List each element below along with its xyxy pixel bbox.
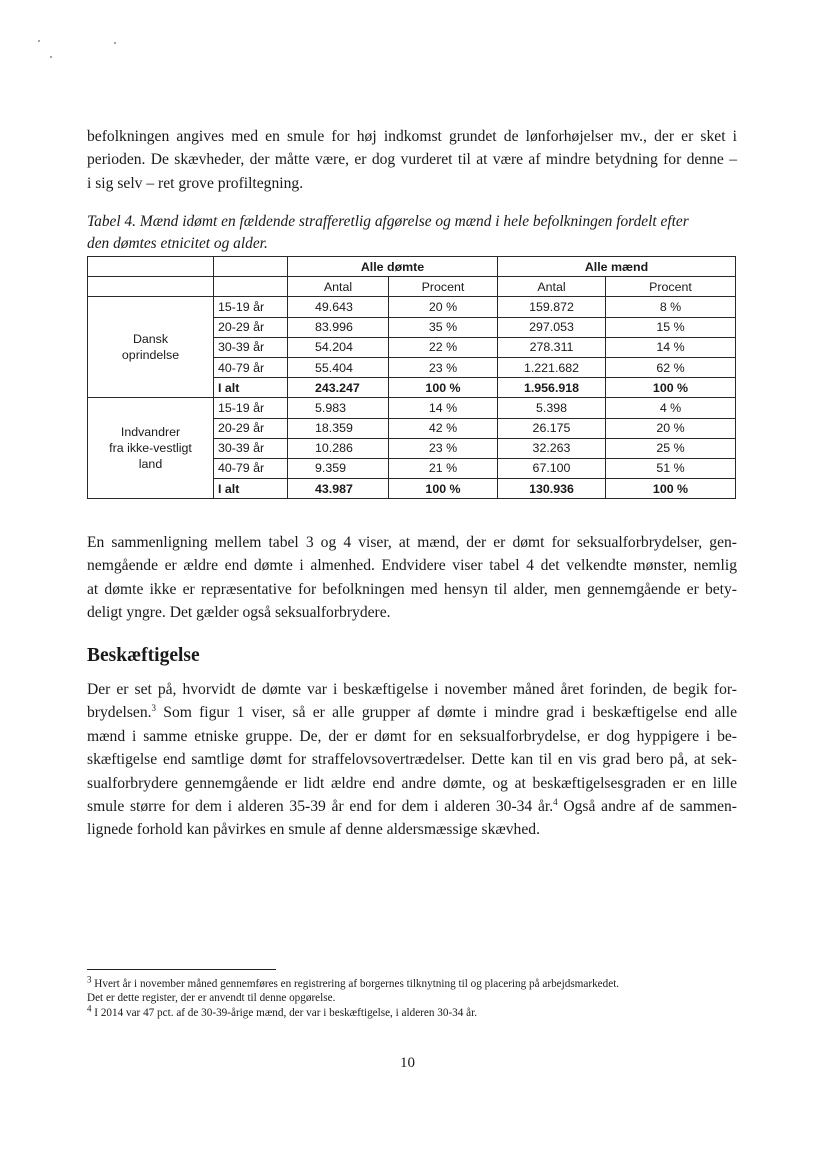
- maend-procent-cell: 15 %: [606, 317, 736, 337]
- age-cell: 40-79 år: [214, 357, 288, 377]
- intro-paragraph: [87, 125, 737, 195]
- maend-procent-cell: 25 %: [606, 438, 736, 458]
- header-alle-domte: Alle dømte: [288, 257, 498, 277]
- table-row: [88, 297, 736, 317]
- footnote-marker: 4: [87, 1002, 92, 1013]
- employment-paragraph: [87, 678, 737, 842]
- domte-antal-cell: 10.286: [288, 438, 389, 458]
- paragraph-line: mænd i samme etniske gruppe. De, der er dømt for en seksualforbrydelse, er dog hyppigere i be-: [87, 727, 737, 745]
- table-sub-header-row: [88, 277, 736, 297]
- subheader-antal: Antal: [498, 277, 606, 297]
- domte-procent-cell: 100 %: [389, 479, 498, 499]
- maend-antal-cell: 130.936: [498, 479, 606, 499]
- domte-procent-cell: 20 %: [389, 297, 498, 317]
- scan-speck: [114, 42, 116, 44]
- domte-antal-cell: 49.643: [288, 297, 389, 317]
- maend-procent-cell: 100 %: [606, 479, 736, 499]
- domte-procent-cell: 100 %: [389, 378, 498, 398]
- subheader-procent: Procent: [389, 277, 498, 297]
- maend-antal-cell: 1.221.682: [498, 357, 606, 377]
- group-label-line: fra ikke-vestligt: [109, 441, 192, 456]
- table-group-header-row: [88, 257, 736, 277]
- paragraph-line: lignede forhold kan påvirkes en smule af denne aldersmæssige skævhed.: [87, 821, 540, 839]
- paragraph-line: befolkningen angives med en smule for høj indkomst grundet de lønforhøjelser mv., der er sket i: [87, 128, 737, 145]
- domte-antal-cell: 43.987: [288, 479, 389, 499]
- domte-antal-cell: 83.996: [288, 317, 389, 337]
- subheader-procent: Procent: [606, 277, 736, 297]
- paragraph-line: deligt yngre. Det gælder også seksualforbrydere.: [87, 604, 391, 622]
- maend-procent-cell: 100 %: [606, 378, 736, 398]
- group-label-line: Dansk: [132, 332, 169, 347]
- maend-antal-cell: 278.311: [498, 337, 606, 357]
- paragraph-text: brydelsen.: [87, 704, 152, 722]
- footnote-divider: [87, 969, 276, 970]
- group-label-line: land: [138, 457, 163, 472]
- maend-antal-cell: 1.956.918: [498, 378, 606, 398]
- maend-antal-cell: 297.053: [498, 317, 606, 337]
- maend-procent-cell: 14 %: [606, 337, 736, 357]
- domte-antal-cell: 5.983: [288, 398, 389, 418]
- age-cell: 30-39 år: [214, 438, 288, 458]
- paragraph-line: at dømte ikke er repræsentative for befolkningen med hensyn til alder, men gennemgående er bety-: [87, 580, 737, 598]
- age-cell: 30-39 år: [214, 337, 288, 357]
- group-label-indvandrer: [88, 398, 214, 499]
- page-number: 10: [400, 1055, 415, 1071]
- age-cell: 20-29 år: [214, 418, 288, 438]
- footnotes: [87, 974, 747, 1020]
- maend-procent-cell: 20 %: [606, 418, 736, 438]
- maend-antal-cell: 159.872: [498, 297, 606, 317]
- domte-procent-cell: 35 %: [389, 317, 498, 337]
- domte-procent-cell: 22 %: [389, 337, 498, 357]
- maend-procent-cell: 4 %: [606, 398, 736, 418]
- paragraph-line: En sammenligning mellem tabel 3 og 4 viser, at mænd, der er dømt for seksualforbrydelser, gen-: [87, 534, 737, 551]
- domte-procent-cell: 23 %: [389, 357, 498, 377]
- maend-antal-cell: 32.263: [498, 438, 606, 458]
- domte-procent-cell: 23 %: [389, 438, 498, 458]
- maend-antal-cell: 26.175: [498, 418, 606, 438]
- paragraph-line: sualforbrydere gennemgående er lidt ældre end andre dømte, og at beskæftigelsesgraden er en lille: [87, 774, 737, 792]
- footnote-ref-4[interactable]: 4: [553, 796, 558, 807]
- domte-antal-cell: 55.404: [288, 357, 389, 377]
- age-cell: I alt: [214, 479, 288, 499]
- age-cell: 20-29 år: [214, 317, 288, 337]
- scan-speck: [50, 56, 52, 58]
- paragraph-text: smule større for dem i alderen 35-39 år end for dem i alderen 30-34 år.: [87, 798, 554, 816]
- paragraph-text: Også andre af de sammen-: [557, 798, 737, 816]
- footnote-marker: 3: [87, 974, 92, 985]
- table-row: [88, 398, 736, 418]
- footnote-text: Det er dette register, der er anvendt til denne opgørelse.: [87, 992, 336, 1005]
- section-heading: Beskæftigelse: [87, 645, 200, 666]
- table-caption: [87, 211, 737, 255]
- subheader-antal: Antal: [288, 277, 389, 297]
- domte-antal-cell: 243.247: [288, 378, 389, 398]
- domte-procent-cell: 14 %: [389, 398, 498, 418]
- group-label-line: Indvandrer: [120, 425, 181, 440]
- header-alle-maend: Alle mænd: [498, 257, 736, 277]
- maend-antal-cell: 5.398: [498, 398, 606, 418]
- domte-antal-cell: 18.359: [288, 418, 389, 438]
- domte-procent-cell: 42 %: [389, 418, 498, 438]
- group-label-dansk: [88, 297, 214, 398]
- paragraph-line: nemgående er ældre end dømte i almenhed. Endvidere viser tabel 4 det velkendte mønster, nemlig: [87, 557, 737, 575]
- paragraph-line: Der er set på, hvorvidt de dømte var i beskæftigelse i november måned året forinden, de begik for-: [87, 681, 737, 698]
- footnote-4: [87, 1002, 747, 1020]
- maend-procent-cell: 62 %: [606, 357, 736, 377]
- age-cell: 40-79 år: [214, 458, 288, 478]
- group-label-line: oprindelse: [121, 348, 180, 363]
- maend-procent-cell: 51 %: [606, 458, 736, 478]
- domte-procent-cell: 21 %: [389, 458, 498, 478]
- table-corner-cell: [214, 257, 288, 277]
- paragraph-line: i sig selv – ret grove profiltegning.: [87, 174, 304, 192]
- footnote-text: I 2014 var 47 pct. af de 30-39-årige mænd, der var i beskæftigelse, i alderen 30-34 år.: [94, 1006, 478, 1019]
- age-cell: I alt: [214, 378, 288, 398]
- caption-line: den dømtes etnicitet og alder.: [87, 235, 268, 252]
- paragraph-text: Som figur 1 viser, så er alle grupper af dømte i mindre grad i beskæftigelse end alle: [156, 704, 737, 722]
- footnote-text: Hvert år i november måned gennemføres en registrering af borgernes tilknytning til og placering på arbejdsmarkedet.: [94, 978, 620, 990]
- paragraph-line: [87, 795, 737, 818]
- comparison-paragraph: [87, 531, 737, 625]
- maend-antal-cell: 67.100: [498, 458, 606, 478]
- domte-antal-cell: 9.359: [288, 458, 389, 478]
- maend-procent-cell: 8 %: [606, 297, 736, 317]
- age-cell: 15-19 år: [214, 398, 288, 418]
- paragraph-line: skæftigelse end samtlige dømt for straffelovsovertrædelser. Dette kan til en vis grad bero på, at sek-: [87, 751, 737, 769]
- table-corner-cell: [88, 257, 214, 277]
- domte-antal-cell: 54.204: [288, 337, 389, 357]
- scan-speck: [38, 40, 40, 42]
- footnote-ref-3[interactable]: 3: [151, 703, 157, 714]
- caption-line: Tabel 4. Mænd idømt en fældende strafferetlig afgørelse og mænd i hele befolkningen fordelt efter: [87, 213, 689, 230]
- paragraph-line: perioden. De skævheder, der måtte være, er dog vurderet til at være af mindre betydning for denne –: [87, 151, 737, 169]
- footnote-3: [87, 974, 747, 1006]
- table-corner-cell: [88, 277, 214, 297]
- statistics-table: [87, 256, 736, 499]
- age-cell: 15-19 år: [214, 297, 288, 317]
- paragraph-line: [87, 701, 737, 724]
- table-corner-cell: [214, 277, 288, 297]
